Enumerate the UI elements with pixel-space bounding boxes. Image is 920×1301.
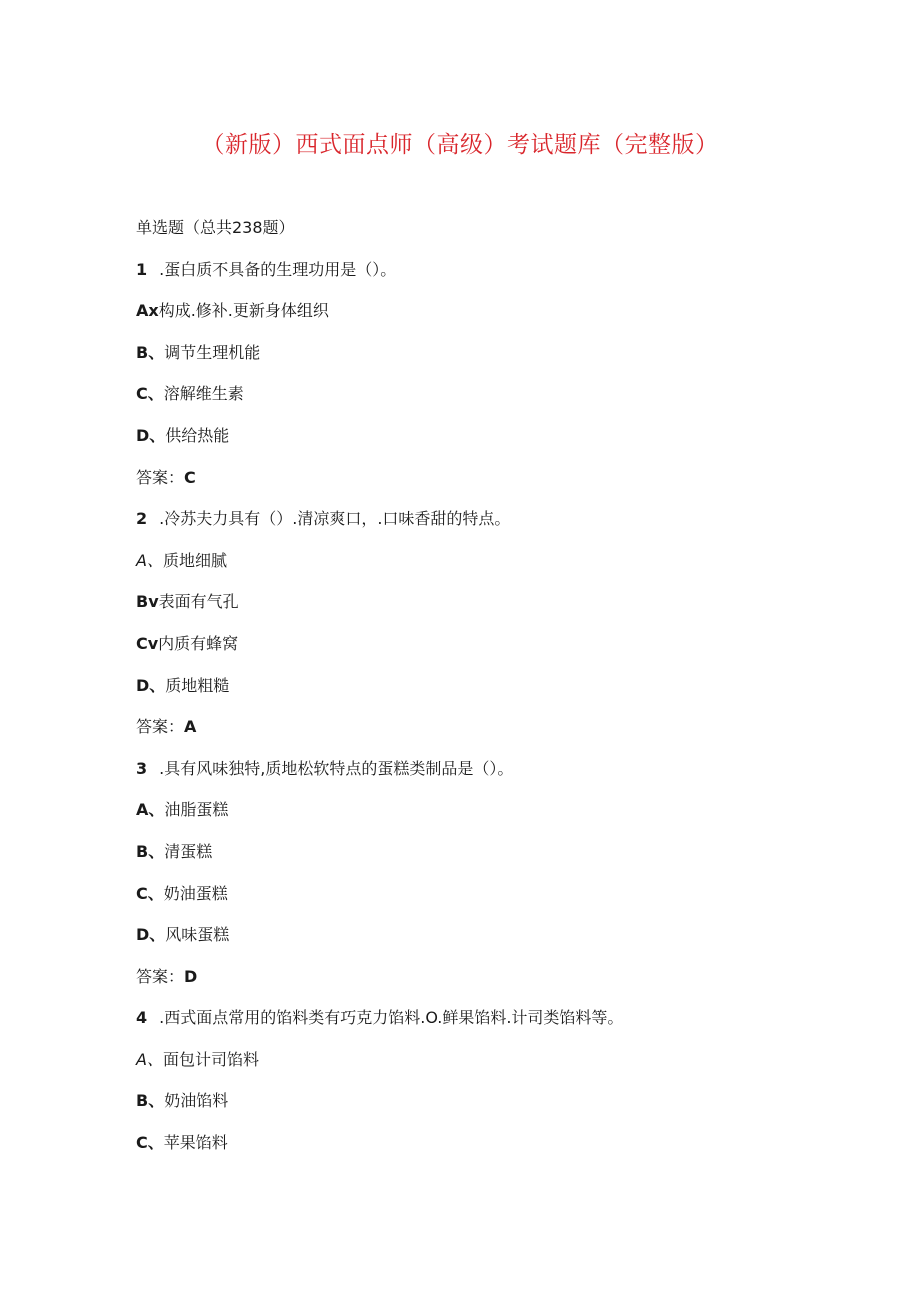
option-letter: B、 [136,841,165,861]
question-text: .西式面点常用的馅料类有巧克力馅料.O.鲜果馅料.计司类馅料等。 [159,1008,624,1028]
option-letter: Bv [136,592,159,612]
question-stem [136,256,836,298]
option-text: 苹果馅料 [163,1133,228,1153]
option-letter: D、 [136,925,166,945]
answer-value: C [184,467,196,487]
question-stem [136,505,836,547]
section-header: 单选题（总共238题） [136,218,295,237]
question-text: .冷苏夫力具有（）.清凉爽口，.口味香甜的特点。 [159,509,511,529]
answer-label: 答案： [136,717,185,737]
option-letter: C、 [136,883,164,903]
option-text: 奶油蛋糕 [163,883,228,903]
option-letter: B、 [136,342,165,362]
answer-label: 答案： [136,467,185,487]
option-text: 供给热能 [165,425,230,445]
option-text: 风味蛋糕 [165,925,230,945]
option-b [136,838,836,880]
option-letter: A、 [136,1049,163,1069]
option-text: 清蛋糕 [164,841,213,861]
option-c [136,630,836,672]
option-letter: Ax [136,301,159,321]
option-d [136,921,836,963]
option-letter: D、 [136,425,166,445]
document-title: （新版）西式面点师（高级）考试题库（完整版） [201,132,719,158]
option-letter: D、 [136,675,166,695]
option-letter: A、 [136,800,165,820]
question-number: 4 [136,1008,148,1028]
question-stem [136,755,836,797]
option-b [136,588,836,630]
option-text: 质地细腻 [162,550,227,570]
option-letter: C、 [136,384,164,404]
option-c [136,380,836,422]
option-c [136,1129,836,1171]
option-d [136,672,836,714]
question-number: 2 [136,509,148,529]
option-text: 溶解维生素 [163,384,244,404]
option-letter: Cv [136,633,159,653]
answer-line [136,713,836,755]
answer-line [136,464,836,506]
option-text: 内质有蜂窝 [158,633,239,653]
option-text: 调节生理机能 [164,342,261,362]
question-stem [136,1004,836,1046]
option-letter: C、 [136,1133,164,1153]
question-text: .具有风味独特,质地松软特点的蛋糕类制品是（）。 [159,758,514,778]
option-b [136,339,836,381]
answer-label: 答案： [136,966,185,986]
option-text: 质地粗糙 [165,675,230,695]
option-d [136,422,836,464]
option-a [136,297,836,339]
option-text: 构成.修补.更新身体组织 [158,301,329,321]
option-b [136,1087,836,1129]
answer-value: A [184,717,197,737]
answer-value: D [184,966,198,986]
option-a [136,1046,836,1088]
option-a [136,547,836,589]
option-text: 面包计司馅料 [162,1049,259,1069]
question-number: 3 [136,758,148,778]
document-body [136,214,836,1171]
option-c [136,880,836,922]
option-letter: B、 [136,1091,165,1111]
question-text: .蛋白质不具备的生理功用是（）。 [159,259,397,279]
option-text: 奶油馅料 [164,1091,229,1111]
option-letter: A、 [136,550,163,570]
option-text: 表面有气孔 [158,592,239,612]
answer-line [136,963,836,1005]
question-number: 1 [136,259,148,279]
option-a [136,796,836,838]
option-text: 油脂蛋糕 [164,800,229,820]
